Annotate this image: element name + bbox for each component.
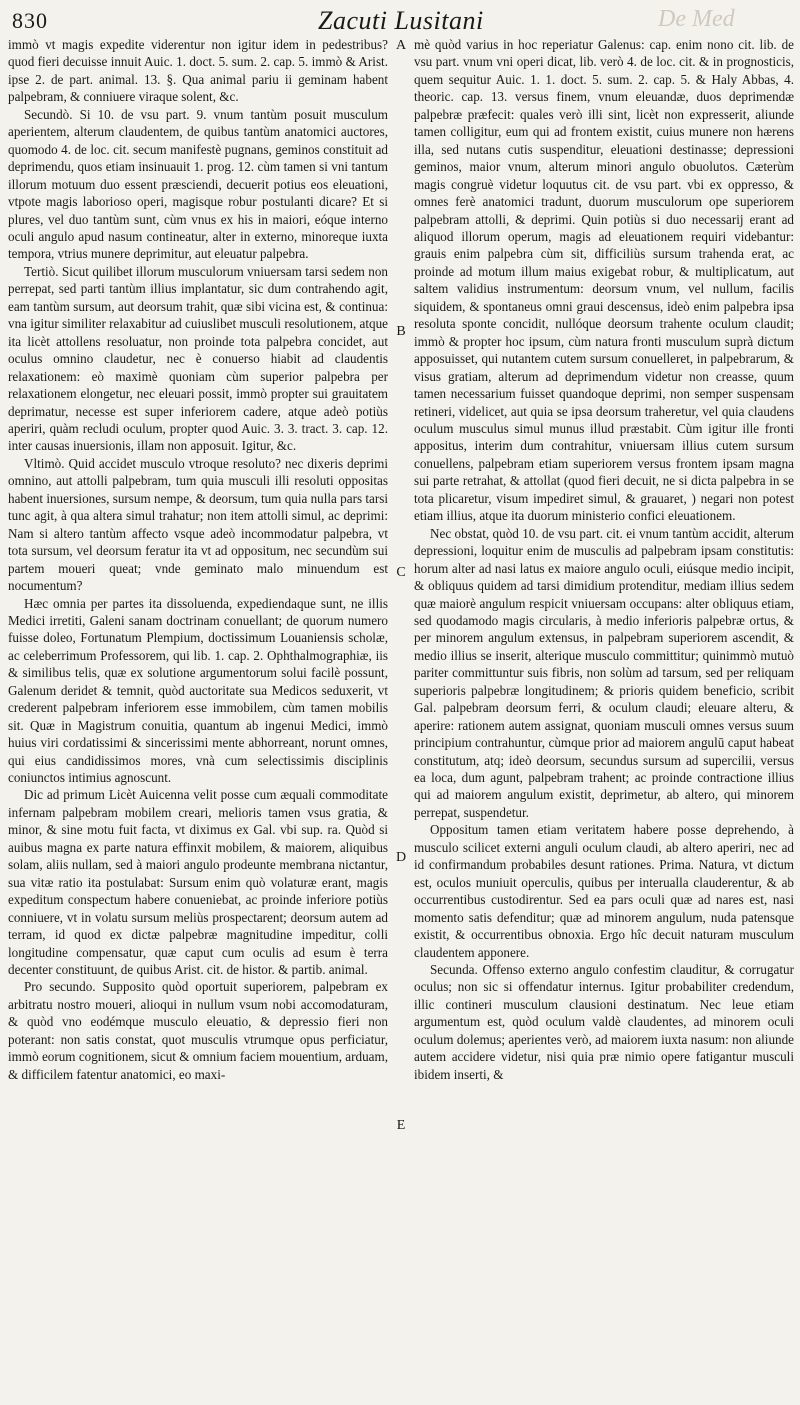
bleed-through-head: De Med [658, 6, 735, 32]
paragraph: Hæc omnia per partes ita dissoluenda, expediendaque sunt, ne illis Medici irretiti, Galeni sanam doctrinam conuellant; de quorum numero fuisse doleo, Fortunatum Plempium, doctissimum Louaniensis scholæ, ac celeberrimum Professorem, qui lib. 1. cap. 2. Ophthalmographiæ, iis & similibus telis, quæ ex solutione argumentorum solui facilè possunt, Galenum deridet & temnit, quòd auctoritate sua Medicos seduxerit, vt crederent palpebram inferiorem esse immobilem, cùm tamen mobilis sit. Quæ in Magistrum conuitia, quantum ab ingenui Medici, immò huius viri cordatissimi & sincerissimi mente abhorreant, norunt omnes, qui eius candidissimos mores, vnà cum selectissimis disciplinis coniunctos intimius agnoscunt. [8, 595, 388, 786]
paragraph: Pro secundo. Supposito quòd oportuit superiorem, palpebram ex arbitratu nostro moueri, alioqui in nullum vsum nobi accomodaturam, & quòd vno eodémque musculo eleuatio, & depressio fieri non poterant: non satis constat, quot musculis vtrumque opus perficiatur, immò eorum cognitionem, sicut & omnium faciem mouentium, arduam, & difficilem fatentur anatomici, eo maxi- [8, 979, 388, 1082]
page-number: 830 [12, 8, 48, 33]
paragraph: Vltimò. Quid accidet musculo vtroque resoluto? nec dixeris deprimi omnino, aut attolli palpebram, tum quia musculi illi resoluti oppositas habent inuersiones, sursum nempe, & deorsum, tum quia nulla pars tarsi tunc agit, à qua altera simul trahatur; non item attolli simul, ac deprimi: Nam si altero tantùm affecto vsque adeò incommodatur palpebra, vt tota sursum, vel deorsum feratur ita vt ad oppositum, nec secundùm sui partem moueri queat; vnde geminato malo minuendum est nocumentum? [8, 455, 388, 594]
paragraph: Secundò. Si 10. de vsu part. 9. vnum tantùm posuit musculum aperientem, alterum claudentem, de quibus tantùm anatomici auctores, quomodo 4. de loc. cit. secum manifestè pugnans, geminos constituit ad deprimendu, quos etiam insinuauit 1. prog. 12. cùm tamen si vni tantum illorum motuum duo essent præsciendi, decuerit potius eos eleuationi, vtpote magis laborioso operi, magisque robur postulanti dicare? Et si plures, vel duo tantùm sunt, cùm vnus ex his in maiori, eóque interno oculi angulo apud nasum contineatur, alter in externo, minoreque iuxta tempora, vtrius munere deprimitur, aut eleuatur palpebra. [8, 106, 388, 262]
paragraph: Oppositum tamen etiam veritatem habere posse deprehendo, à musculo scilicet externi anguli oculum claudi, ab altero aperiri, nec ad id confirmandum probabiles desunt rationes. Prima. Natura, vt dictum est, oculos muniuit operculis, quibus per interualla clauderentur, & ab occurrentibus custodirentur. Sed ea pars oculi quæ ad nares est, nasi momento satis defenditur; quæ ad minorem angulum, nuda patensque existit, & occurrentibus obnoxia. Ergo hîc decuit naturam musculum claudentem apponere. [414, 822, 794, 960]
right-column [414, 36, 794, 1396]
margin-marker-e: E [396, 1118, 406, 1133]
margin-marker-c: C [396, 565, 406, 580]
paragraph: Secunda. Offenso externo angulo confestim clauditur, & corrugatur oculus; non sic si offendatur internus. Igitur probabiliter credendum, illic contineri musculum clausioni destinatum. Nec leue etiam argumentum est, quòd oculum valdè claudentes, ad minorem oculi oculum dolemus; aperientes verò, ad maiorem iuxta nasum: non aliunde autem accidere videtur, nisi quia præ nimio opere fatigantur musculi ibidem inserti, & [414, 962, 794, 1082]
running-head: Zacuti Lusitani [318, 6, 484, 35]
left-column [8, 36, 388, 1396]
paragraph: immò vt magis expedite viderentur non igitur idem in pedestribus? quod fieri decuisse innuit Auic. 1. doct. 5. sum. 2. cap. 5. immò & Arist. ipse 2. de part. animal. 13. §. Qua animal pariu ii geminam habent palpebram, & conniuere viraque solent, &c. [8, 37, 388, 105]
page-header [0, 4, 800, 38]
paragraph: mè quòd varius in hoc reperiatur Galenus: cap. enim nono cit. lib. de vsu part. vnum vni operi dicat, lib. verò 4. de loc. cit. & in prognosticis, quem sequitur Auic. 1. 1. doct. 5. sum. 2. cap. 5. & Haly Abbas, 4. theoric. cap. 13. versus finem, vnum eleuandæ, duos deprimendæ palpebræ præfecit: quales verò illi sint, licèt non expresserit, aliunde tamen colligitur, eum qui ad frontem existit, cuius munere non hærens illa, sed nutans cutis suspenditur, eleuationi destinasse; depressioni geminos, maior vnum, alterum minori angulo obuolutos. Cæterùm magis congruè videtur loquutus cit. de vsu part. vbi ex oppresso, & omnes ferè anatomici tradunt, duorum musculorum ope superiorem palpebram attolli, & deprimi. Quin potiùs si duo necessarij erant ad aliquod illorum operum, magis ad eleuationem requiri videbantur: grauis enim palpebra cùm sit, difficiliùs sursum trahenda erat, ac proinde ad motum illum maius exigebat robur, & multiplicatum, aut saltem validius instrumentum: deorsum vnum, vel nullum, facilis siquidem, & spontaneus omni graui descensus, ideò enim palpebra ipsa resoluta sponte concidit, nullóque deorsum trahente oculum claudit; immò & propter hoc ipsum, cùm natura fronti musculum suprà dictum apposuisset, qui nutantem cutem sursum conuelleret, in palpebrarum, & visus gratiam, alterum ad deprimendum videtur non creasse, quum tamen necessarium fuisset quandoque deprimi, non semper suspensam retineri, videlicet, aut quia se ipsa deorsum traheretur, vel quia claudens oculum musculus simul munus illud præstabit. Cùm igitur ille fronti appositus, interim dum contrahitur, vniuersam illius cutem sursum conuellens, palpebram etiam superiorem versus frontem ipsam magna sui parte retrahat, & attollat (quod fieri decuit, ne si dicta palpebra in se tota plicaretur, visum impediret simul, & grauaret, ) negari non potest etiam illius, atque ita duorum ministerio confici eleuationem. [414, 37, 794, 524]
margin-marker-d: D [395, 850, 407, 865]
paragraph: Dic ad primum Licèt Auicenna velit posse cum æquali commoditate infernam palpebram mobilem creari, melioris tamen vsus gratia, & minor, & sine motu fuit facta, vt diximus ex Gal. vbi sup. ra. Quòd si auibus magna ex parte natura effinxit mobilem, & maiorem, aliquibus solam, aliis nullam, sed à maiori angulo prodeunte membrana nictantur, sua vitæ ratio ita postulabat: Sursum enim quò volaturæ erant, magis expeditum conspectum habere conueniebat, ac proinde inferiore potiùs conniuere, vt in volatu sursum meliùs prospectarent; deorsum autem ad terram, id quod ex dictæ palpebræ magnitudine impeditur, colli longitudine compensatur, quæ caput cum oculis ad esum è terra decenter constituunt, de quibus Arist. cit. de histor. & partib. animal. [8, 787, 388, 978]
margin-marker-b: B [396, 324, 406, 339]
margin-marker-a: A [395, 38, 407, 53]
paragraph: Nec obstat, quòd 10. de vsu part. cit. ei vnum tantùm accidit, alterum depressioni, loquitur enim de musculis ad palpebram ipsam constitutis: horum alter ad nasi latus ex maiore angulo oculi, eiúsque medio incipit, & obliquus quidem ad tarsi dimidium protenditur, mediam illius sedem quæ maiorè angulum respicit vniuersam occupans: alter obliquus etiam, sed quodamodo magis circularis, à medio inferioris palpebræ ortus, & per minorem angulum extensus, in palpebram superiorem ascendit, & medio illius se inserit, alterique musculo committitur; quinimmò mutuò pariter committuntur suis fibris, non solùm ad tarsum, sed per reliquam superioris palpebræ longitudinem; & prioris quidem beneficio, scribit Gal. palpebram deorsum ferri, & oculum claudi; eleuare alteru, & aperire: rationem autem assignat, quoniam musculi omnes versus suum principium contrahuntur, cùmque prior ad maiorem angulū caput habeat constitutum, atq; ideò deorsum, secundus sursum ad supercilii, versus ea loca, dum agunt, palpebram trahent; ac proinde contractione illius qui ad maiorem angulum existit, deprimetur, ab altero, qui minorem perrepat, suspendetur. [414, 525, 794, 820]
paragraph: Tertiò. Sicut quilibet illorum musculorum vniuersam tarsi sedem non perrepat, sed parti tantùm illius implantatur, sic dum contrahendo agit, eam tantùm sursum, aut deorsum trahit, quæ sibi vicina est, & continua: vna igitur similiter relaxabitur ad cuiuslibet musculi resolutionem, atque ita licèt attollens resoluatur, non proinde tota palpebra concidet, aut oculus omnino claudetur, nec è conuerso hiabit ad claudentis relaxationem: eò maximè quoniam cùm superior palpebra per relaxationem elongetur, nec eleuari possit, immò propter sui grauitatem deprimatur, necesse est super inferiorem cadere, atque adeò potiùs aperiri, quàm recludi oculum, propter quod Auic. 3. 3. tract. 3. cap. 12. inter causas inuersionis, illam non apposuit. Igitur, &c. [8, 263, 388, 454]
